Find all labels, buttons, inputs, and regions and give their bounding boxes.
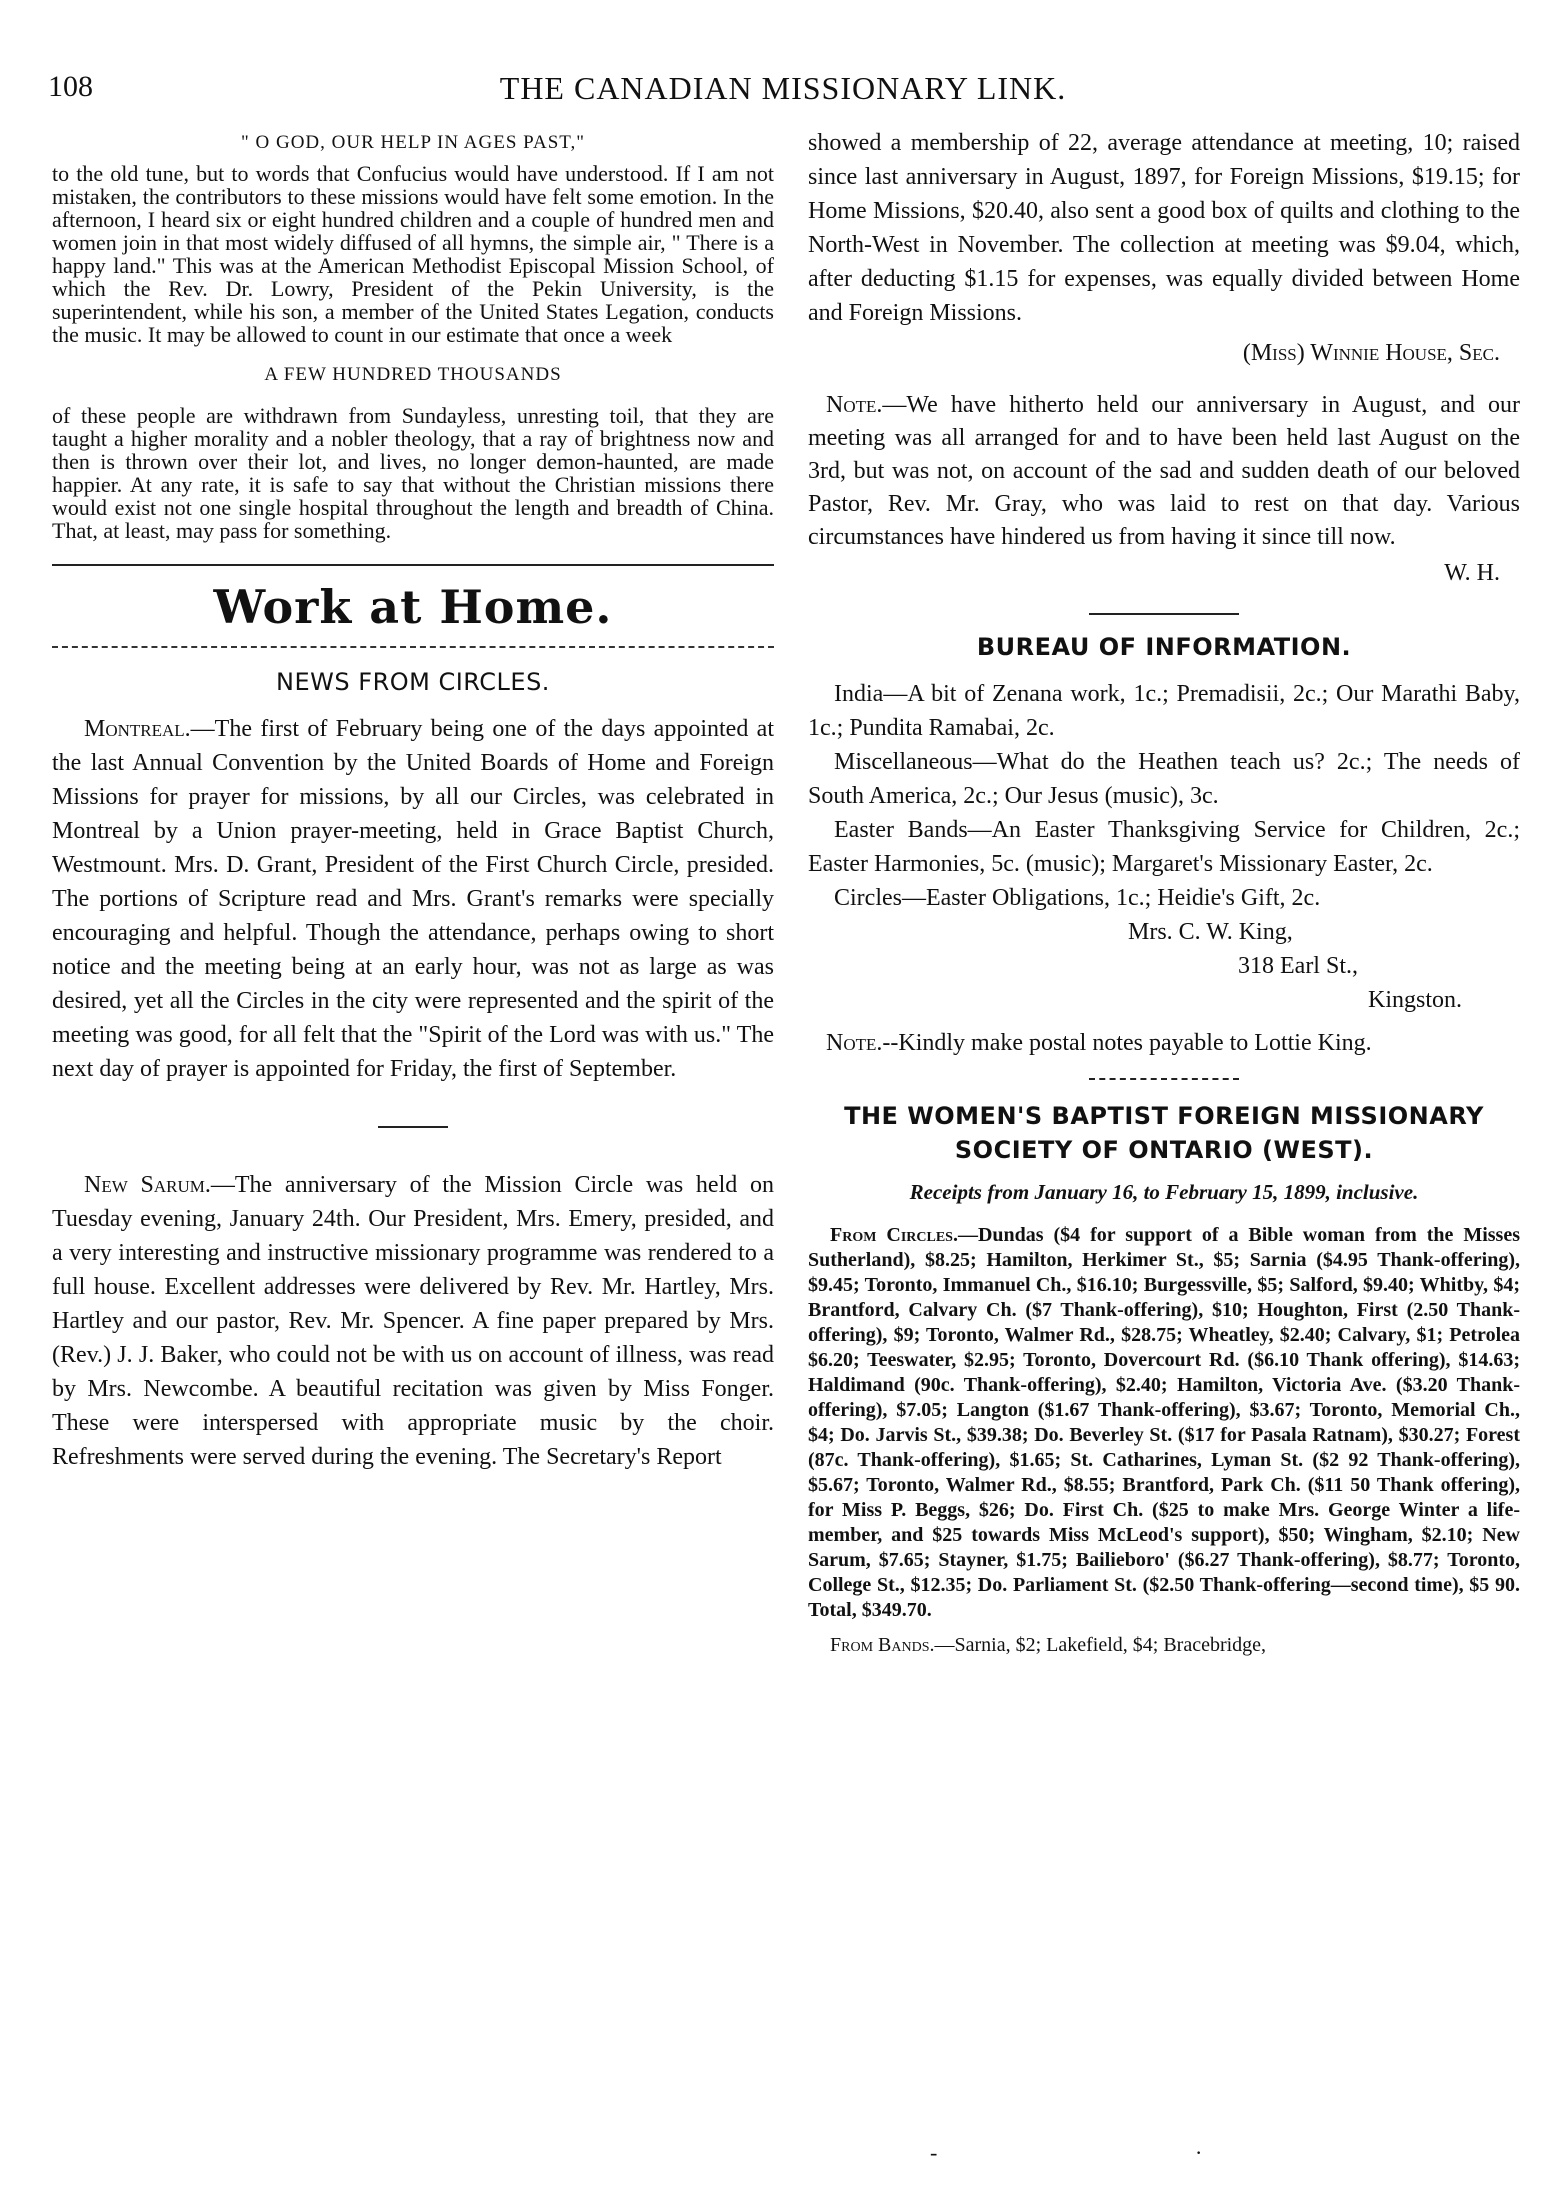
few-hundred-heading: A FEW HUNDRED THOUSANDS bbox=[264, 364, 562, 385]
new-sarum-report bbox=[52, 1168, 774, 1474]
bureau-divider bbox=[1089, 613, 1239, 615]
page-number: 108 bbox=[48, 70, 93, 103]
left-column bbox=[52, 126, 774, 1474]
news-from-circles-heading: NEWS FROM CIRCLES. bbox=[276, 668, 550, 696]
sarum-signature: (Miss) Winnie House, Sec. bbox=[1242, 340, 1500, 366]
bureau-list bbox=[808, 677, 1520, 915]
montreal-label: Montreal. bbox=[84, 716, 191, 742]
short-divider bbox=[378, 1126, 448, 1128]
work-at-home-title: Work at Home. bbox=[213, 580, 613, 634]
bureau-address bbox=[808, 915, 1520, 1017]
article-paragraph-1: to the old tune, but to words that Confucius would have understood. If I am not mistaken, the contributors to these missions would have felt some emotion. In the afternoon, I heard six or eight hundred children and a couple of hundred men and women join in that most widely diffused of all hymns, the simple air, " There is a happy land." This was at the American Methodist Episcopal Mission School, of which the Rev. Dr. Lowry, President of the Pekin University, is the superintendent, while his son, a member of the United States Legation, conducts the music. It may be allowed to count in our estimate that once a week bbox=[52, 161, 774, 347]
anniversary-note bbox=[808, 389, 1520, 554]
society-heading-line-1: THE WOMEN'S BAPTIST FOREIGN MISSIONARY bbox=[844, 1102, 1484, 1130]
postal-note: Note.--Kindly make postal notes payable to Lottie King. bbox=[826, 1030, 1372, 1056]
new-sarum-continuation: showed a membership of 22, average attendance at meeting, 10; raised since last anniversary in August, 1897, for Foreign Missions, $19.15; for Home Missions, $20.40, also sent a good box of quilts and clothing to the North-West in November. The collection at meeting was $9.04, which, after deducting $1.15 for expenses, was equally divided between Home and Foreign Missions. bbox=[808, 130, 1520, 326]
right-column bbox=[808, 126, 1520, 1658]
receipts-from-bands: From Bands.—Sarnia, $2; Lakefield, $4; Bracebridge, bbox=[830, 1634, 1267, 1656]
hymn-line: " O GOD, OUR HELP IN AGES PAST," bbox=[241, 132, 585, 153]
note-label: Note. bbox=[826, 392, 883, 418]
bottom-mark-1: - bbox=[930, 2140, 938, 2165]
new-sarum-text: —The anniversary of the Mission Circle was held on Tuesday evening, January 24th. Our President, Mrs. Emery, presided, and a very interesting and instructive missionary programme was rendered to a full house. Excellent addresses were delivered by Rev. Mr. Hartley, Mrs. Hartley and our pastor, Rev. Mr. Spencer. A fine paper prepared by Mrs. (Rev.) J. J. Baker, who could not be with us on account of illness, was read by Mrs. Newcombe. A beautiful recitation was given by Miss Fonger. These were interspersed with appropriate music by the choir. Refreshments were served during the evening. The Secretary's Report bbox=[52, 1172, 774, 1470]
bureau-item-circles: Circles—Easter Obligations, 1c.; Heidie's Gift, 2c. bbox=[834, 885, 1321, 911]
new-sarum-label: New Sarum. bbox=[84, 1172, 211, 1198]
address-name: Mrs. C. W. King, bbox=[1128, 919, 1293, 945]
montreal-text: —The first of February being one of the days appointed at the last Annual Convention by the United Boards of Home and Foreign Missions for prayer for missions, by all our Circles, was celebrated in Montreal by a Union prayer-meeting, held in Grace Baptist Church, Westmount. Mrs. D. Grant, President of the First Church Circle, presided. The portions of Scripture read and Mrs. Grant's remarks were specially encouraging and helpful. Though the attendance, perhaps owing to short notice and the meeting being at an early hour, was not as large as was desired, yet all the Circles in the city were represented and the spirit of the meeting was good, for all felt that the "Spirit of the Lord was with us." The next day of prayer is appointed for Friday, the first of September. bbox=[52, 716, 774, 1082]
bottom-mark-2: · bbox=[1195, 2140, 1203, 2165]
bureau-item-easter-bands: Easter Bands—An Easter Thanksgiving Service for Children, 2c.; Easter Harmonies, 5c. (music); Margaret's Missionary Easter, 2c. bbox=[808, 817, 1520, 877]
note-signature: W. H. bbox=[1444, 560, 1500, 586]
title-underline bbox=[52, 646, 774, 648]
montreal-report bbox=[52, 712, 774, 1086]
article-paragraph-2: of these people are withdrawn from Sundayless, unresting toil, that they are taught a higher morality and a nobler theology, that a ray of brightness now and then is thrown over their lot, and lives, no longer demon-haunted, are made happier. At any rate, it is safe to say that without the Christian missions there would exist not one single hospital throughout the length and breadth of China. That, at least, may pass for something. bbox=[52, 403, 774, 543]
bureau-item-miscellaneous: Miscellaneous—What do the Heathen teach us? 2c.; The needs of South America, 2c.; Our Jesus (music), 3c. bbox=[808, 749, 1520, 809]
society-divider bbox=[1089, 1078, 1239, 1080]
bureau-item-india: India—A bit of Zenana work, 1c.; Premadisii, 2c.; Our Marathi Baby, 1c.; Pundita Ramabai, 2c. bbox=[808, 681, 1520, 741]
running-title: THE CANADIAN MISSIONARY LINK. bbox=[499, 70, 1067, 106]
page-header bbox=[48, 70, 1518, 120]
address-street: 318 Earl St., bbox=[1238, 953, 1358, 979]
bureau-heading: BUREAU OF INFORMATION. bbox=[976, 633, 1352, 661]
receipts-from-circles: From Circles.—Dundas ($4 for support of a Bible woman from the Misses Sutherland), $8.25; Hamilton, Herkimer St., $5; Sarnia ($4.95 Thank-offering), $9.45; Toronto, Immanuel Ch., $16.10; Burgessville, $5; Salford, $9.40; Whitby, $4; Brantford, Calvary Ch. ($7 Thank-offering), $10; Houghton, First (2.50 Thank-offering), $9; Toronto, Walmer Rd., $28.75; Wheatley, $2.40; Calvary, $1; Petrolea $6.20; Teeswater, $2.95; Toronto, Dovercourt Rd. ($6.10 Thank offering), $14.63; Haldimand (90c. Thank-offering), $2.40; Hamilton, Victoria Ave. ($3.20 Thank-offering), $7.05; Langton ($1.67 Thank-offering), $3.67; Toronto, Memorial Ch., $4; Do. Jarvis St., $39.38; Do. Beverley St. ($17 for Pasala Ratnam), $30.27; Forest (87c. Thank-offering), $1.65; St. Catharines, Lyman St. ($2 92 Thank-offering), $5.67; Toronto, Walmer Rd., $8.55; Brantford, Park Ch. ($11 50 Thank offering), for Miss P. Beggs, $26; Do. First Ch. ($25 to make Mrs. George Winter a life-member, and $25 towards Miss McLeod's support), $50; Wingham, $2.10; New Sarum, $7.65; Stayner, $1.75; Bailieboro' ($6.27 Thank-offering), $8.77; Toronto, College St., $12.35; Do. Parliament St. ($2.50 Thank-offering—second time), $5 90. Total, $349.70. bbox=[808, 1224, 1520, 1621]
address-city: Kingston. bbox=[1368, 987, 1463, 1013]
note-text: —We have hitherto held our anniversary in August, and our meeting was all arranged for and to have been held last August on the 3rd, but was not, on account of the sad and sudden death of our beloved Pastor, Rev. Mr. Gray, who was laid to rest on that day. Various circumstances have hindered us from having it since till now. bbox=[808, 392, 1520, 550]
section-divider bbox=[52, 564, 774, 566]
society-heading-line-2: SOCIETY OF ONTARIO (WEST). bbox=[954, 1136, 1374, 1164]
receipts-caption: Receipts from January 16, to February 15, 1899, inclusive. bbox=[909, 1180, 1419, 1204]
